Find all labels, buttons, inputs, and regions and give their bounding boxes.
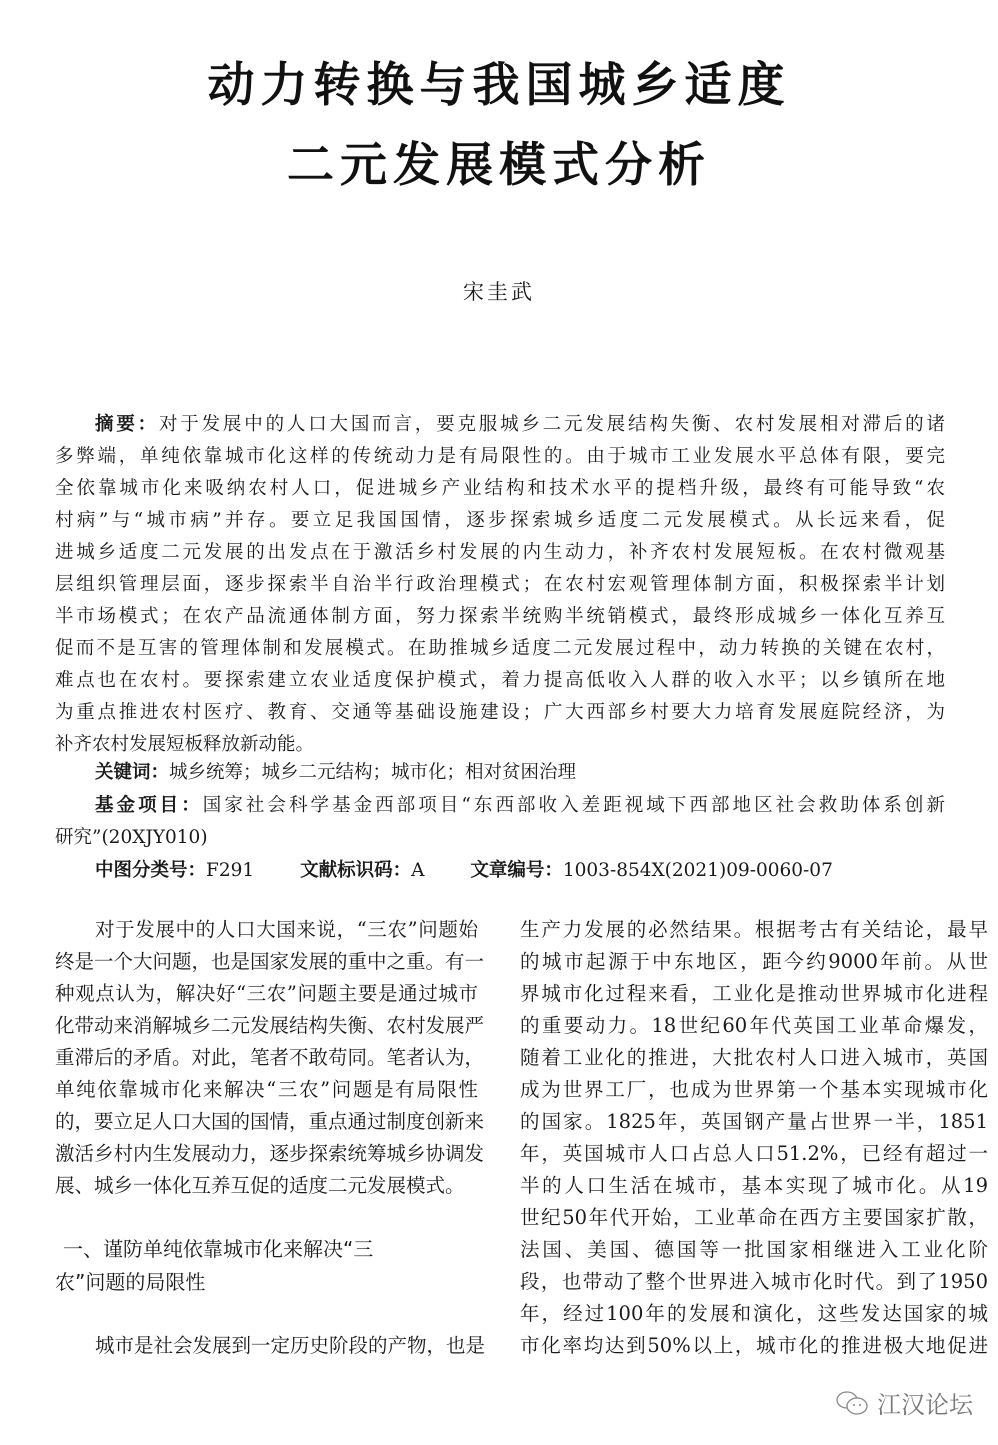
paragraph-line: 城市是社会发展到一定历史阶段的产物，也是: [95, 1334, 486, 1357]
paragraph-line: 激活乡村内生发展动力，逐步探索统筹城乡协调发: [55, 1142, 485, 1165]
clc-label: 中图分类号：: [95, 859, 207, 881]
abstract-line: 为重点推进农村医疗、教育、交通等基础设施建设；广大西部乡村要大力培育发展庭院经济，为: [55, 702, 945, 723]
abstract-line: [55, 409, 945, 441]
paragraph-line: 对于发展中的人口大国来说，“三农”问题始: [95, 918, 478, 941]
fund-label: 基金项目：: [95, 794, 203, 816]
abstract-label: 摘要：: [95, 414, 159, 435]
paragraph-line: 生产力发展的必然结果。根据考古有关结论，最早: [520, 918, 988, 941]
watermark-text: 江汉论坛: [877, 1391, 973, 1419]
paragraph-line: 世纪50年代开始，工业革命在西方主要国家扩散，: [520, 1206, 988, 1229]
paragraph-line: 年，经过100年的发展和演化，这些发达国家的城: [520, 1302, 988, 1325]
paragraph-line: 段，也带动了整个世界进入城市化时代。到了1950: [520, 1270, 988, 1293]
fund-line-1: 国家社会科学基金西部项目“东西部收入差距视域下西部地区社会救助体系创新: [202, 794, 945, 816]
keywords: [55, 757, 945, 790]
paragraph-line: 的城市起源于中东地区，距今约9000年前。从世: [520, 950, 988, 973]
fund-line-2: 研究”(20XJY010): [55, 827, 208, 848]
abstract-line: 村病”与“城市病”并存。要立足我国国情，逐步探索城乡适度二元发展模式。从长远来看，促: [55, 510, 945, 531]
abstract-line: 难点也在农村。要探索建立农业适度保护模式，着力提高低收入人群的收入水平；以乡镇所在地: [55, 670, 945, 691]
paragraph-line: 的重要动力。18世纪60年代英国工业革命爆发，: [520, 1014, 988, 1037]
keywords-value: 城乡统筹；城乡二元结构；城市化；相对贫困治理: [169, 762, 577, 783]
abstract-line: 层组织管理层面，逐步探索半自治半行政治理模式；在农村宏观管理体制方面，积极探索半计划: [55, 574, 945, 595]
section-heading: 一、谨防单纯依靠城市化来解决“三: [63, 1237, 374, 1261]
abstract-line: 补齐农村发展短板释放新动能。: [55, 734, 315, 755]
keywords-label: 关键词：: [95, 762, 170, 783]
abstract-line: 促而不是互害的管理体制和发展模式。在助推城乡适度二元发展过程中，动力转换的关键在农村，: [55, 638, 945, 659]
article-no-value: 1003-854X(2021)09-0060-07: [562, 859, 833, 881]
paragraph-line: 种观点认为，解决好“三农”问题主要是通过城市: [55, 982, 478, 1005]
abstract: [55, 409, 945, 761]
paragraph-line: 化带动来消解城乡二元发展结构失衡、农村发展严: [55, 1014, 485, 1037]
article-metadata: [55, 757, 945, 887]
body-left-column: [55, 914, 486, 1362]
paragraph-line: 的国家。1825年，英国钢产量占世界一半，1851: [520, 1110, 988, 1133]
abstract-text: 对于发展中的人口大国而言，要克服城乡二元发展结构失衡、农村发展相对滞后的诸: [158, 414, 945, 435]
watermark: [835, 1385, 973, 1420]
abstract-line: 半市场模式；在农产品流通体制方面，努力探索半统购半统销模式，最终形成城乡一体化互养互: [55, 606, 945, 627]
paragraph-line: 展、城乡一体化互养互促的适度二元发展模式。: [55, 1174, 465, 1197]
paragraph-line: 年，英国城市人口占总人口51.2%，已经有超过一: [520, 1142, 988, 1165]
paragraph-line: 成为世界工厂，也成为世界第一个基本实现城市化: [520, 1078, 988, 1101]
author: 宋圭武: [463, 280, 535, 304]
paragraph-line: 随着工业化的推进，大批农村人口进入城市，英国: [520, 1046, 988, 1069]
paragraph-line: 的，要立足人口大国的国情，重点通过制度创新来: [55, 1110, 485, 1133]
article-title-line-2: 二元发展模式分析: [287, 138, 711, 193]
paragraph-line: 界城市化过程来看，工业化是推动世界城市化进程: [520, 982, 988, 1005]
doc-code-label: 文献标识码：: [300, 859, 412, 881]
wechat-icon: [835, 1390, 869, 1416]
paragraph-line: 法国、美国、德国等一批国家相继进入工业化阶: [520, 1238, 988, 1261]
paragraph-line: 半的人口生活在城市，基本实现了城市化。从19: [520, 1174, 988, 1197]
abstract-line: 进城乡适度二元发展的出发点在于激活乡村发展的内生动力，补齐农村发展短板。在农村微观基: [55, 542, 945, 563]
paragraph-line: 单纯依靠城市化来解决“三农”问题是有局限性: [55, 1078, 478, 1101]
article-no-label: 文章编号：: [470, 859, 563, 881]
abstract-line: 全依靠城市化来吸纳农村人口，促进城乡产业结构和技术水平的提档升级，最终有可能导致“农: [55, 478, 945, 499]
paragraph-line: 市化率均达到50%以上，城市化的推进极大地促进: [520, 1334, 988, 1357]
classification: [55, 855, 945, 888]
abstract-line: 多弊端，单纯依靠城市化这样的传统动力是有局限性的。由于城市工业发展水平总体有限，要完: [55, 446, 945, 467]
clc-value: F291: [206, 859, 255, 881]
body-right-column: [520, 914, 988, 1362]
article-title-line-1: 动力转换与我国城乡适度: [207, 58, 791, 113]
paragraph-line: 终是一个大问题，也是国家发展的重中之重。有一: [55, 950, 485, 973]
fund: [55, 790, 945, 823]
paragraph-line: 重滞后的矛盾。对此，笔者不敢苟同。笔者认为，: [55, 1046, 485, 1069]
doc-code-value: A: [411, 859, 425, 881]
section-heading: 农”问题的局限性: [55, 1270, 206, 1294]
